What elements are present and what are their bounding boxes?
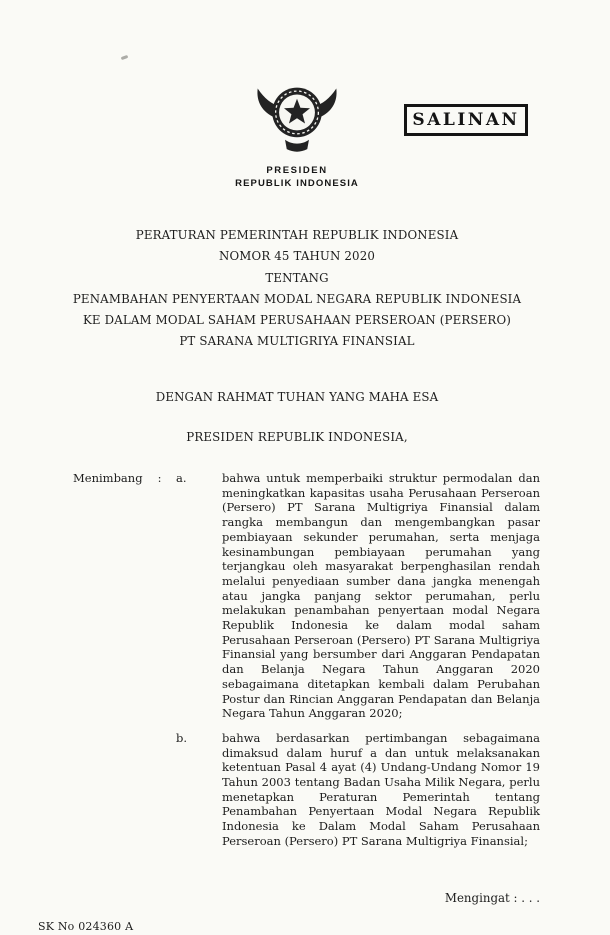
sk-number: SK No 024360 A bbox=[38, 920, 134, 933]
item-marker-b: b. bbox=[176, 730, 188, 745]
salinan-stamp bbox=[404, 104, 528, 136]
title-line-subject-1: PENAMBAHAN PENYERTAAN MODAL NEGARA REPUBLIK INDONESIA bbox=[72, 291, 522, 306]
menimbang-word: Menimbang bbox=[73, 471, 143, 485]
item-marker-a: a. bbox=[176, 471, 187, 485]
menimbang-colon: : bbox=[157, 471, 162, 485]
letterhead-presiden: PRESIDEN bbox=[266, 165, 328, 176]
considerations-section bbox=[73, 471, 540, 849]
title-line-tentang: TENTANG bbox=[265, 270, 329, 285]
title-line-subject-2: KE DALAM MODAL SAHAM PERUSAHAAN PERSEROAN (PERSERO) bbox=[82, 313, 512, 328]
item-text-a: bahwa untuk memperbaiki struktur permodalan dan meningkatkan kapasitas usaha Perusahaan Perseroan (Persero) PT Sarana Multigriya Finansial dalam rangka membangun dan mengembangkan pasar pembiayaan sekunder perumahan, serta menjaga kesinambungan pembiayaan perumahan yang terjangkau oleh masyarakat berpenghasilan rendah melalui penyediaan sumber dana jangka menengah atau jangka panjang sektor perumahan, perlu melakukan penambahan penyertaan modal Negara Republik Indonesia ke dalam modal saham Perusahaan Perseroan (Persero) PT Sarana Multigriya Finansial yang bersumber dari Anggaran Pendapatan dan Belanja Negara Tahun Anggaran 2020 sebagaimana ditetapkan kembali dalam Perubahan Postur dan Rincian Anggaran Pendapatan dan Belanja Negara Tahun Anggaran 2020; bbox=[222, 471, 540, 721]
title-line-number: NOMOR 45 TAHUN 2020 bbox=[218, 249, 376, 264]
scan-artifact bbox=[121, 55, 129, 60]
consideration-item-a bbox=[73, 471, 540, 721]
regulation-title bbox=[35, 225, 559, 353]
letterhead bbox=[0, 165, 594, 189]
issuer-line: PRESIDEN REPUBLIK INDONESIA, bbox=[186, 430, 408, 444]
letterhead-republik-indonesia: REPUBLIK INDONESIA bbox=[235, 178, 359, 189]
invocation-line: DENGAN RAHMAT TUHAN YANG MAHA ESA bbox=[155, 390, 439, 404]
consideration-item-b bbox=[73, 731, 540, 849]
salinan-stamp-label: SALINAN bbox=[412, 110, 520, 130]
title-line-subject-3: PT SARANA MULTIGRIYA FINANSIAL bbox=[179, 334, 415, 349]
catchword-mengingat: Mengingat : . . . bbox=[444, 891, 540, 905]
title-line-regulation: PERATURAN PEMERINTAH REPUBLIK INDONESIA bbox=[135, 228, 459, 242]
menimbang-label bbox=[73, 471, 176, 486]
presidential-star-emblem-icon bbox=[254, 68, 340, 162]
item-text-b: bahwa berdasarkan pertimbangan sebagaimana dimaksud dalam huruf a dan untuk melaksanakan ketentuan Pasal 4 ayat (4) Undang-Undang Nomor 19 Tahun 2003 tentang Badan Usaha Milik Negara, perlu menetapkan Peraturan Pemerintah tentang Penambahan Penyertaan Modal Negara Republik Indonesia ke Dalam Modal Saham Perusahaan Perseroan (Persero) PT Sarana Multigriya Finansial; bbox=[222, 730, 540, 848]
